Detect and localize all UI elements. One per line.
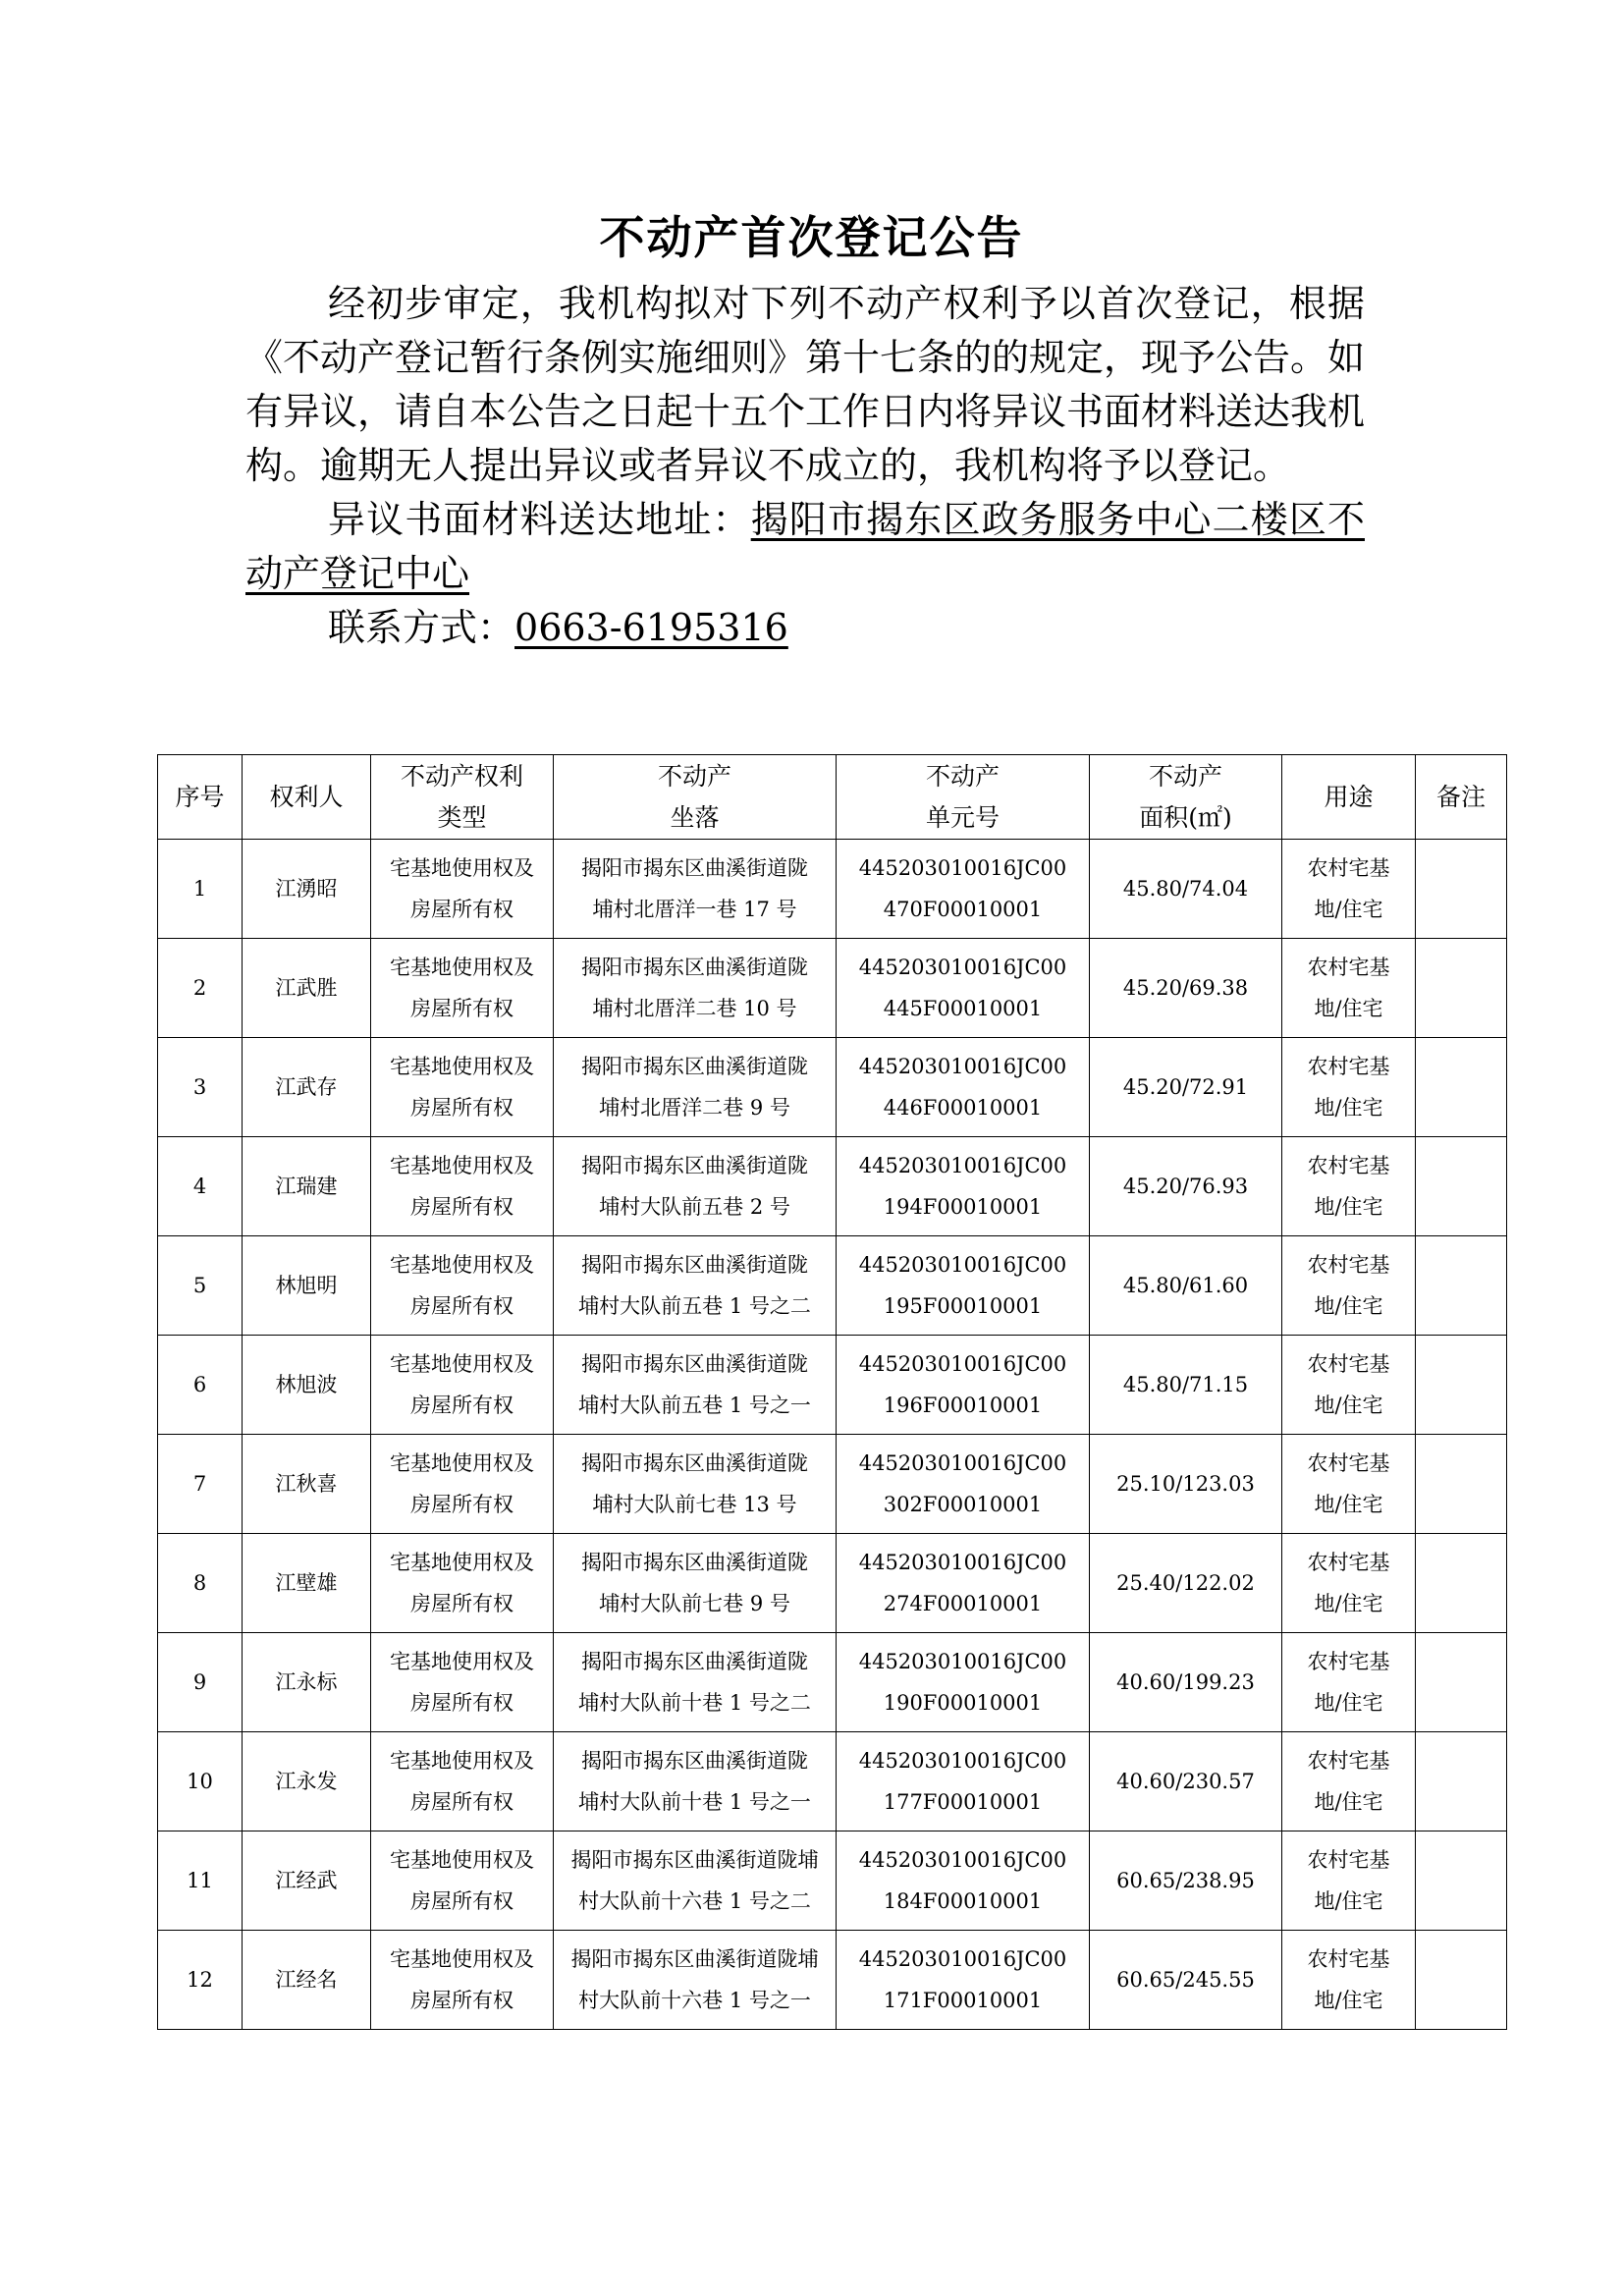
cell-right-type: 宅基地使用权及 房屋所有权 — [371, 1931, 554, 2030]
cell-remark — [1416, 1931, 1507, 2030]
cell-usage: 农村宅基 地/住宅 — [1282, 840, 1416, 939]
contact-label: 联系方式： — [328, 606, 515, 649]
table-body — [158, 840, 1507, 2030]
cell-unit-no: 445203010016JC00 184F00010001 — [837, 1831, 1090, 1931]
cell-area: 45.20/72.91 — [1090, 1038, 1282, 1137]
cell-location: 揭阳市揭东区曲溪街道陇 埔村大队前十巷 1 号之二 — [554, 1633, 837, 1732]
table-row — [158, 1236, 1507, 1336]
cell-area: 45.20/69.38 — [1090, 939, 1282, 1038]
notice-body — [245, 277, 1365, 655]
cell-holder: 林旭明 — [243, 1236, 371, 1336]
cell-seq: 3 — [158, 1038, 243, 1137]
cell-unit-no: 445203010016JC00 194F00010001 — [837, 1137, 1090, 1236]
cell-area: 60.65/238.95 — [1090, 1831, 1282, 1931]
cell-location: 揭阳市揭东区曲溪街道陇 埔村大队前五巷 2 号 — [554, 1137, 837, 1236]
cell-right-type: 宅基地使用权及 房屋所有权 — [371, 1534, 554, 1633]
table-row — [158, 1633, 1507, 1732]
intro-paragraph: 经初步审定，我机构拟对下列不动产权利予以首次登记，根据《不动产登记暂行条例实施细则》第十七条的的规定，现予公告。如有异议，请自本公告之日起十五个工作日内将异议书面材料送达我机构。逾期无人提出异议或者异议不成立的，我机构将予以登记。 — [245, 282, 1366, 487]
header-remark: 备注 — [1416, 755, 1507, 840]
cell-area: 60.65/245.55 — [1090, 1931, 1282, 2030]
table-row — [158, 1732, 1507, 1831]
cell-holder: 江永发 — [243, 1732, 371, 1831]
cell-location: 揭阳市揭东区曲溪街道陇 埔村大队前五巷 1 号之一 — [554, 1336, 837, 1435]
cell-unit-no: 445203010016JC00 302F00010001 — [837, 1435, 1090, 1534]
cell-usage: 农村宅基 地/住宅 — [1282, 1137, 1416, 1236]
cell-area: 25.10/123.03 — [1090, 1435, 1282, 1534]
cell-usage: 农村宅基 地/住宅 — [1282, 1435, 1416, 1534]
header-area: 不动产 面积(㎡) — [1090, 755, 1282, 840]
cell-seq: 4 — [158, 1137, 243, 1236]
cell-area: 40.60/199.23 — [1090, 1633, 1282, 1732]
cell-location: 揭阳市揭东区曲溪街道陇 埔村大队前十巷 1 号之一 — [554, 1732, 837, 1831]
cell-remark — [1416, 1236, 1507, 1336]
address-label: 异议书面材料送达地址： — [328, 498, 751, 541]
cell-unit-no: 445203010016JC00 190F00010001 — [837, 1633, 1090, 1732]
cell-remark — [1416, 1831, 1507, 1931]
table-row — [158, 1435, 1507, 1534]
cell-area: 25.40/122.02 — [1090, 1534, 1282, 1633]
cell-remark — [1416, 1137, 1507, 1236]
cell-seq: 8 — [158, 1534, 243, 1633]
cell-remark — [1416, 939, 1507, 1038]
table-header-row — [158, 755, 1507, 840]
cell-usage: 农村宅基 地/住宅 — [1282, 1336, 1416, 1435]
cell-seq: 1 — [158, 840, 243, 939]
cell-usage: 农村宅基 地/住宅 — [1282, 1831, 1416, 1931]
cell-holder: 江经武 — [243, 1831, 371, 1931]
header-right-type: 不动产权利 类型 — [371, 755, 554, 840]
cell-seq: 5 — [158, 1236, 243, 1336]
cell-location: 揭阳市揭东区曲溪街道陇 埔村北厝洋二巷 9 号 — [554, 1038, 837, 1137]
cell-remark — [1416, 1633, 1507, 1732]
table-row — [158, 1534, 1507, 1633]
cell-holder: 江湧昭 — [243, 840, 371, 939]
cell-right-type: 宅基地使用权及 房屋所有权 — [371, 1435, 554, 1534]
cell-holder: 江永标 — [243, 1633, 371, 1732]
table-row — [158, 1831, 1507, 1931]
cell-seq: 2 — [158, 939, 243, 1038]
header-unit-no: 不动产 单元号 — [837, 755, 1090, 840]
table-row — [158, 1336, 1507, 1435]
cell-unit-no: 445203010016JC00 196F00010001 — [837, 1336, 1090, 1435]
cell-location: 揭阳市揭东区曲溪街道陇 埔村大队前七巷 13 号 — [554, 1435, 837, 1534]
cell-remark — [1416, 1534, 1507, 1633]
cell-usage: 农村宅基 地/住宅 — [1282, 1236, 1416, 1336]
cell-area: 45.80/74.04 — [1090, 840, 1282, 939]
cell-right-type: 宅基地使用权及 房屋所有权 — [371, 1236, 554, 1336]
cell-holder: 江瑞建 — [243, 1137, 371, 1236]
cell-usage: 农村宅基 地/住宅 — [1282, 1534, 1416, 1633]
table-row — [158, 1137, 1507, 1236]
cell-holder: 江武胜 — [243, 939, 371, 1038]
address-paragraph — [245, 493, 1365, 601]
cell-remark — [1416, 840, 1507, 939]
header-holder: 权利人 — [243, 755, 371, 840]
cell-unit-no: 445203010016JC00 274F00010001 — [837, 1534, 1090, 1633]
cell-unit-no: 445203010016JC00 470F00010001 — [837, 840, 1090, 939]
cell-seq: 11 — [158, 1831, 243, 1931]
header-seq: 序号 — [158, 755, 243, 840]
cell-area: 45.80/71.15 — [1090, 1336, 1282, 1435]
cell-seq: 9 — [158, 1633, 243, 1732]
cell-holder: 江经名 — [243, 1931, 371, 2030]
cell-holder: 江武存 — [243, 1038, 371, 1137]
header-location: 不动产 坐落 — [554, 755, 837, 840]
address-value: 揭阳市揭东区政务服务中心二楼区不动产登记中心 — [245, 498, 1365, 595]
cell-usage: 农村宅基 地/住宅 — [1282, 939, 1416, 1038]
cell-remark — [1416, 1038, 1507, 1137]
cell-right-type: 宅基地使用权及 房屋所有权 — [371, 1633, 554, 1732]
table-row — [158, 1038, 1507, 1137]
cell-remark — [1416, 1732, 1507, 1831]
cell-location: 揭阳市揭东区曲溪街道陇埔 村大队前十六巷 1 号之二 — [554, 1831, 837, 1931]
cell-right-type: 宅基地使用权及 房屋所有权 — [371, 840, 554, 939]
cell-unit-no: 445203010016JC00 171F00010001 — [837, 1931, 1090, 2030]
cell-location: 揭阳市揭东区曲溪街道陇 埔村北厝洋一巷 17 号 — [554, 840, 837, 939]
cell-unit-no: 445203010016JC00 446F00010001 — [837, 1038, 1090, 1137]
cell-seq: 7 — [158, 1435, 243, 1534]
cell-right-type: 宅基地使用权及 房屋所有权 — [371, 1336, 554, 1435]
contact-paragraph — [245, 601, 1365, 655]
page-title: 不动产首次登记公告 — [599, 211, 1024, 264]
cell-area: 45.80/61.60 — [1090, 1236, 1282, 1336]
cell-unit-no: 445203010016JC00 195F00010001 — [837, 1236, 1090, 1336]
cell-right-type: 宅基地使用权及 房屋所有权 — [371, 1038, 554, 1137]
registration-table — [157, 754, 1507, 2030]
cell-usage: 农村宅基 地/住宅 — [1282, 1633, 1416, 1732]
cell-usage: 农村宅基 地/住宅 — [1282, 1038, 1416, 1137]
cell-remark — [1416, 1435, 1507, 1534]
cell-right-type: 宅基地使用权及 房屋所有权 — [371, 1732, 554, 1831]
cell-seq: 10 — [158, 1732, 243, 1831]
cell-unit-no: 445203010016JC00 177F00010001 — [837, 1732, 1090, 1831]
cell-holder: 江秋喜 — [243, 1435, 371, 1534]
cell-right-type: 宅基地使用权及 房屋所有权 — [371, 939, 554, 1038]
table-row — [158, 1931, 1507, 2030]
header-usage: 用途 — [1282, 755, 1416, 840]
table-row — [158, 939, 1507, 1038]
cell-location: 揭阳市揭东区曲溪街道陇 埔村北厝洋二巷 10 号 — [554, 939, 837, 1038]
cell-location: 揭阳市揭东区曲溪街道陇埔 村大队前十六巷 1 号之一 — [554, 1931, 837, 2030]
cell-location: 揭阳市揭东区曲溪街道陇 埔村大队前七巷 9 号 — [554, 1534, 837, 1633]
cell-seq: 6 — [158, 1336, 243, 1435]
cell-location: 揭阳市揭东区曲溪街道陇 埔村大队前五巷 1 号之二 — [554, 1236, 837, 1336]
cell-usage: 农村宅基 地/住宅 — [1282, 1732, 1416, 1831]
cell-right-type: 宅基地使用权及 房屋所有权 — [371, 1137, 554, 1236]
cell-holder: 江壁雄 — [243, 1534, 371, 1633]
cell-right-type: 宅基地使用权及 房屋所有权 — [371, 1831, 554, 1931]
cell-unit-no: 445203010016JC00 445F00010001 — [837, 939, 1090, 1038]
cell-remark — [1416, 1336, 1507, 1435]
cell-seq: 12 — [158, 1931, 243, 2030]
table-row — [158, 840, 1507, 939]
cell-holder: 林旭波 — [243, 1336, 371, 1435]
cell-area: 45.20/76.93 — [1090, 1137, 1282, 1236]
cell-usage: 农村宅基 地/住宅 — [1282, 1931, 1416, 2030]
contact-phone: 0663-6195316 — [514, 606, 788, 649]
cell-area: 40.60/230.57 — [1090, 1732, 1282, 1831]
